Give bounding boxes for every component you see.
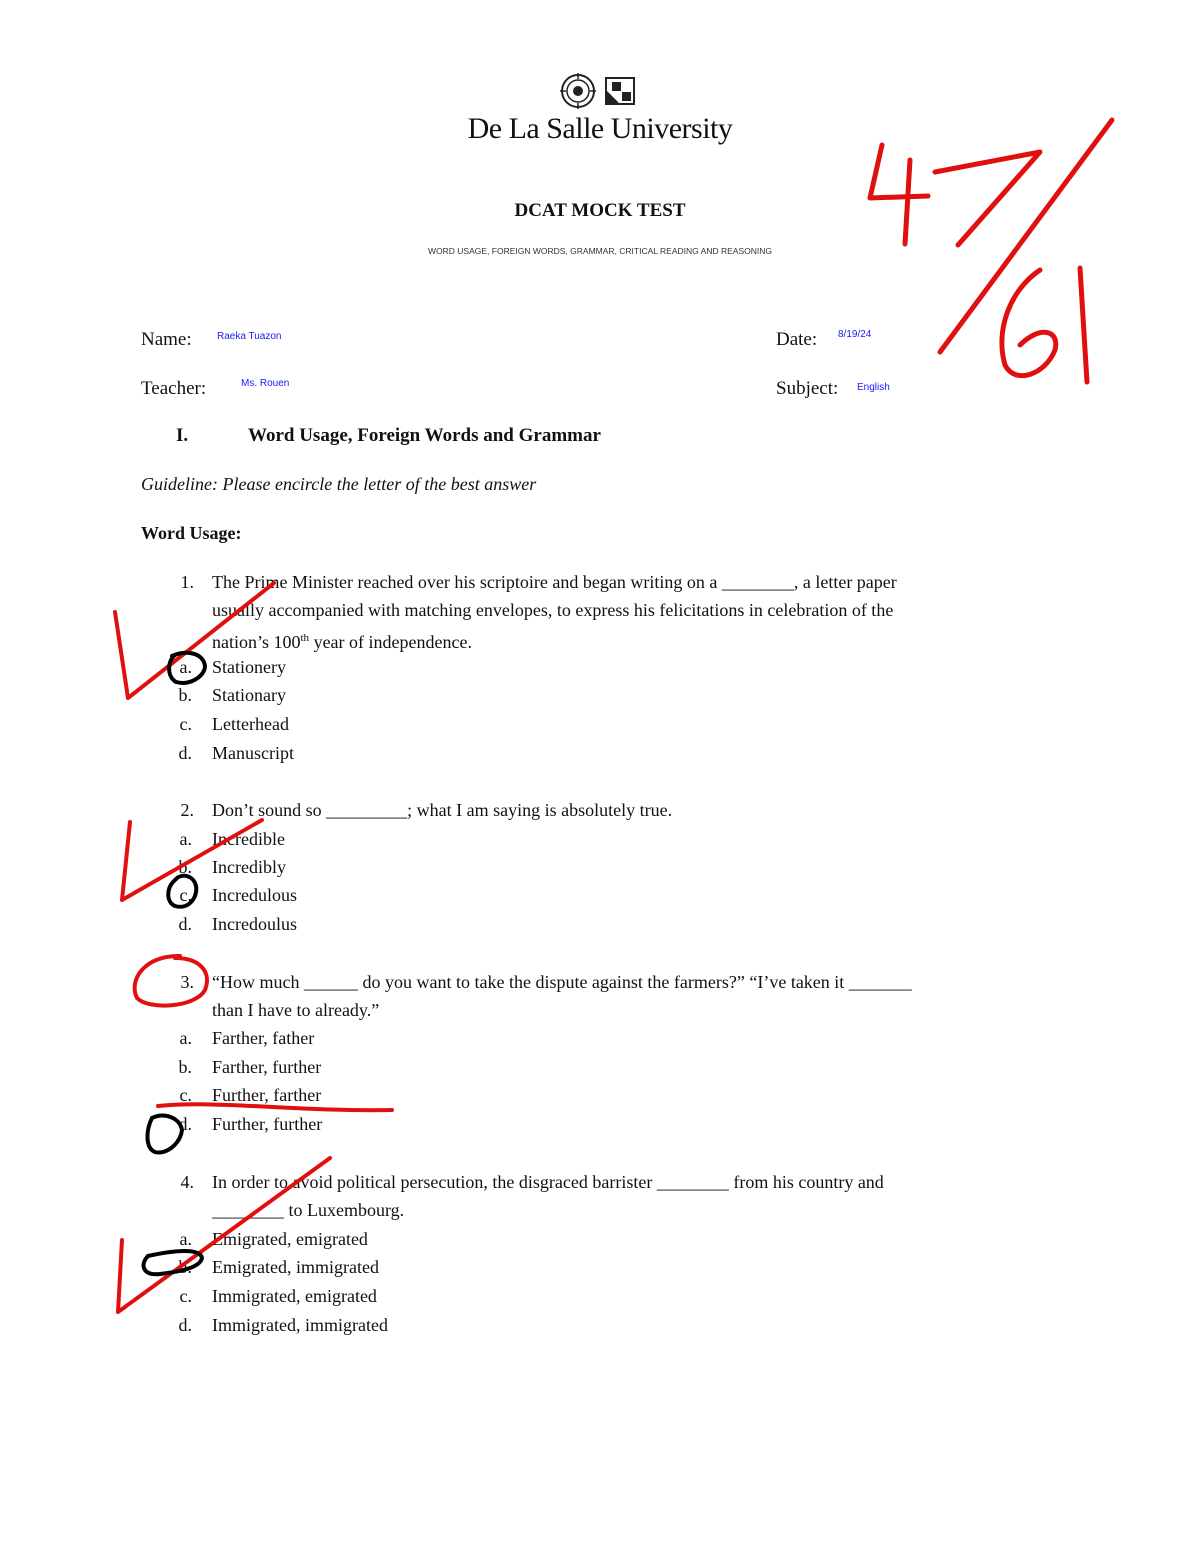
option-letter[interactable]: a. (179, 1229, 192, 1249)
subject-value: English (857, 382, 890, 393)
teacher-label: Teacher: (141, 378, 207, 399)
option-text: Farther, father (212, 1028, 315, 1048)
question-number: 4. (180, 1172, 194, 1192)
guideline: Guideline: Please encircle the letter of the best answer (141, 474, 537, 494)
word-usage-heading: Word Usage: (141, 523, 242, 543)
date-value: 8/19/24 (838, 329, 872, 340)
option-text: Further, farther (212, 1085, 322, 1105)
question-number: 3. (180, 972, 194, 992)
question-number: 1. (180, 572, 194, 592)
option-text: Manuscript (212, 743, 294, 763)
option-letter[interactable]: d. (178, 1315, 192, 1335)
option-text: Immigrated, emigrated (212, 1286, 377, 1306)
option-letter[interactable]: d. (178, 1114, 192, 1134)
question-4-line-2: ________ to Luxembourg. (212, 1200, 405, 1220)
option-letter[interactable]: b. (178, 857, 192, 877)
question-number: 2. (180, 800, 194, 820)
question-3-line-1: “How much ______ do you want to take the dispute against the farmers?” “I’ve taken it _______ (212, 972, 912, 992)
option-text: Farther, further (212, 1057, 322, 1077)
option-letter[interactable]: c. (179, 1286, 192, 1306)
page-title: DCAT MOCK TEST (514, 200, 686, 221)
university-name: De La Salle University (467, 112, 733, 145)
name-value: Raeka Tuazon (217, 331, 282, 342)
option-letter[interactable]: c. (179, 714, 192, 734)
section-number: I. (176, 425, 189, 446)
option-letter[interactable]: a. (179, 829, 192, 849)
option-letter[interactable]: c. (179, 1085, 192, 1105)
page-subtitle: WORD USAGE, FOREIGN WORDS, GRAMMAR, CRITICAL READING AND REASONING (428, 246, 772, 256)
score-handwriting (870, 120, 1112, 382)
option-text: Incredulous (212, 885, 297, 905)
option-letter[interactable]: b. (178, 1057, 192, 1077)
option-letter[interactable]: d. (178, 743, 192, 763)
option-text: Stationery (212, 657, 286, 677)
question-2-line-1: Don’t sound so _________; what I am saying is absolutely true. (212, 800, 673, 820)
option-text: Letterhead (212, 714, 289, 734)
option-letter[interactable]: d. (178, 914, 192, 934)
option-letter[interactable]: b. (178, 1257, 192, 1277)
section-title: Word Usage, Foreign Words and Grammar (248, 425, 601, 446)
option-text: Incredoulus (212, 914, 297, 934)
question-1-line-2: usually accompanied with matching envelopes, to express his felicitations in celebration of the (212, 600, 894, 620)
option-letter[interactable]: c. (179, 885, 192, 905)
option-letter[interactable]: a. (179, 657, 192, 677)
name-label: Name: (141, 329, 192, 350)
option-text: Incredible (212, 829, 285, 849)
option-letter[interactable]: a. (179, 1028, 192, 1048)
teacher-value: Ms. Rouen (241, 378, 290, 389)
option-text: Further, further (212, 1114, 323, 1134)
subject-label: Subject: (776, 378, 839, 399)
question-1-line-1: The Prime Minister reached over his scriptoire and began writing on a ________, a letter paper (212, 572, 897, 592)
question-3-line-2: than I have to already.” (212, 1000, 380, 1020)
option-text: Stationary (212, 685, 286, 705)
option-text: Immigrated, immigrated (212, 1315, 388, 1335)
question-1-line-3: nation’s 100th year of independence. (212, 632, 472, 652)
option-text: Emigrated, immigrated (212, 1257, 379, 1277)
option-text: Incredibly (212, 857, 286, 877)
date-label: Date: (776, 329, 818, 350)
option-letter[interactable]: b. (178, 685, 192, 705)
question-4-line-1: In order to avoid political persecution, the disgraced barrister ________ from his country and (212, 1172, 884, 1192)
option-text: Emigrated, emigrated (212, 1229, 368, 1249)
university-logo (540, 70, 660, 110)
